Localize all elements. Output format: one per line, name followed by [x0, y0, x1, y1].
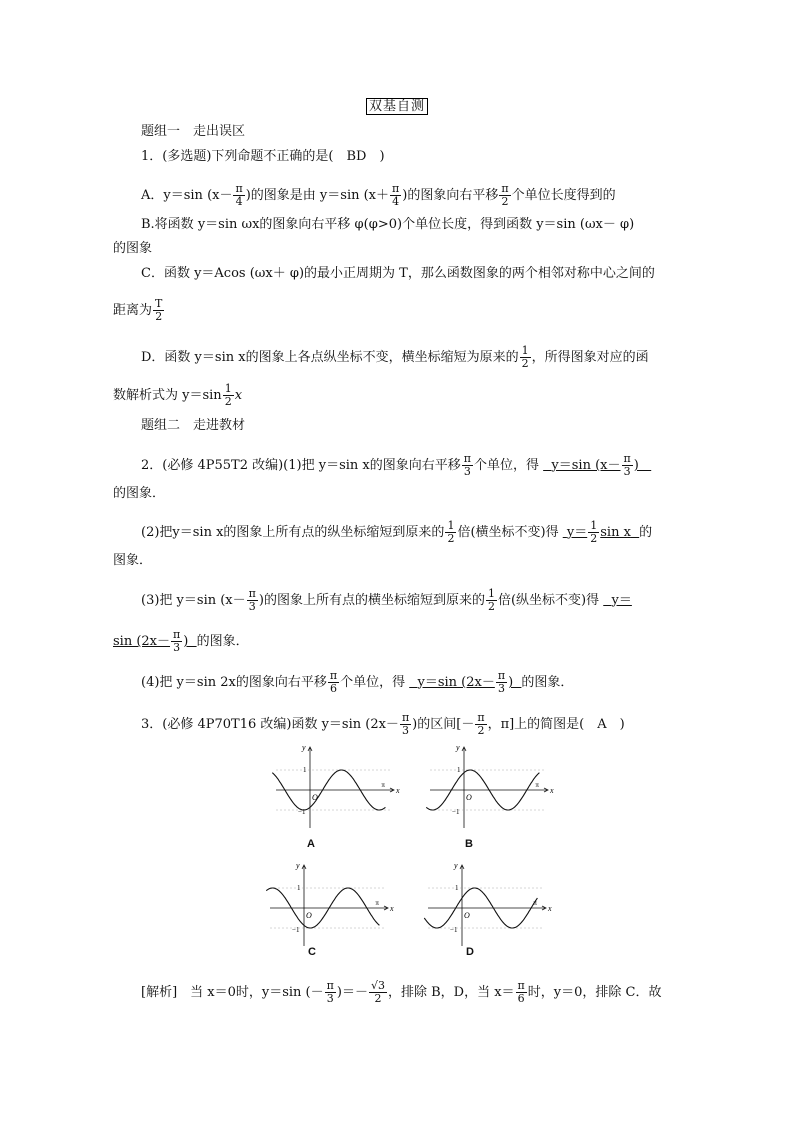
fraction: $\frac{\pi}{2}$: [477, 711, 485, 737]
fraction: $\frac{\pi}{6}$: [329, 669, 338, 695]
q1-option-d-cont: 数解析式为 y＝sin $\frac{1}{2}$ x: [113, 382, 243, 408]
graph-d-label: D: [466, 946, 474, 958]
fraction: $\frac{1}{2}$: [447, 519, 455, 545]
q1-option-c: C．函数 y＝Acos (ωx＋ φ)的最小正周期为 T，那么函数图象的两个相邻对称中心之间的: [141, 266, 655, 281]
tick-label: −1: [292, 926, 300, 934]
page-title: 双基自测: [0, 98, 794, 116]
fraction: $\frac{\pi}{6}$: [517, 979, 525, 1005]
q2-part2-cont: 图象．: [113, 553, 153, 568]
q1-option-b-cont: 的图象: [113, 241, 153, 256]
fraction: $\frac{T}{2}$: [155, 297, 163, 323]
q2-part3-answer: sin (2x－ $\frac{\pi}{3}$ ): [113, 628, 197, 654]
fraction: $\frac{1}{2}$: [224, 382, 232, 408]
tick-label: 1: [297, 884, 301, 892]
graph-c-label: C: [308, 946, 316, 958]
q2-part4-answer: y＝sin (2x－ $\frac{\pi}{3}$ ): [417, 669, 522, 695]
q3-stem: 3．(必修 4P70T16 改编)函数 y＝sin (2x－ $\frac{\pi}{3}$ )的区间[－ $\frac{\pi}{2}$ ，π]上的简图是( A ): [141, 711, 625, 737]
tick-label: π: [375, 899, 379, 907]
fraction: $\frac{\pi}{4}$: [235, 182, 243, 208]
q1-option-c-cont: 距离为 $\frac{T}{2}$: [113, 297, 163, 323]
fraction: $\frac{√3}{2}$: [370, 979, 385, 1005]
fraction: $\frac{1}{2}$: [487, 587, 495, 613]
x-axis-label: x: [548, 904, 552, 913]
graph-a: [268, 742, 403, 832]
x-axis-label: x: [390, 904, 394, 913]
fraction: $\frac{\pi}{3}$: [326, 979, 334, 1005]
origin-label: O: [312, 793, 318, 802]
fraction: $\frac{\pi}{3}$: [248, 587, 256, 613]
q2-part2-answer: y＝ $\frac{1}{2}$ sin x: [566, 519, 631, 545]
tick-label: −1: [452, 808, 460, 816]
group1-heading: 题组一 走出误区: [141, 124, 246, 139]
q2-part1-cont: 的图象．: [113, 486, 166, 501]
fraction: $\frac{1}{2}$: [521, 344, 529, 370]
graph-c: [262, 860, 397, 950]
y-axis-label: y: [302, 743, 306, 752]
q2-part2: (2)把y＝sin x的图象上所有点的纵坐标缩短到原来的 $\frac{1}{2}$ 倍(横坐标不变)得 y＝ $\frac{1}{2}$ sin x 的: [141, 519, 653, 545]
graph-d: [420, 860, 555, 950]
q2-part4: (4)把 y＝sin 2x的图象向右平移 $\frac{\pi}{6}$ 个单位，得 y＝sin (2x－ $\frac{\pi}{3}$ ) 的图象．: [141, 669, 574, 695]
graph-b: [422, 742, 557, 832]
tick-label: −1: [298, 808, 306, 816]
fraction: $\frac{\pi}{3}$: [401, 711, 410, 737]
tick-label: 1: [303, 766, 307, 774]
origin-label: O: [466, 793, 472, 802]
q1-option-d: D．函数 y＝sin x的图象上各点纵坐标不变，横坐标缩短为原来的 $\frac{1}{2}$ ，所得图象对应的函: [141, 344, 649, 370]
graph-a-label: A: [307, 838, 315, 850]
origin-label: O: [464, 911, 470, 920]
group2-heading: 题组二 走进教材: [141, 418, 246, 433]
tick-label: π: [533, 899, 537, 907]
tick-label: 1: [455, 884, 459, 892]
tick-label: π: [381, 781, 385, 789]
tick-label: −1: [450, 926, 458, 934]
q1-option-a: A．y＝sin (x－ $\frac{\pi}{4}$ )的图象是由 y＝sin (x＋ $\frac{\pi}{4}$ )的图象向右平移 $\frac{\pi}{2}$ 个单位长度得到的: [141, 182, 616, 208]
q1-option-b: B.将函数 y＝sin ωx的图象向右平移 φ(φ>0)个单位长度，得到函数 y＝sin (ωx－ φ): [141, 217, 635, 232]
analysis-text: [解析] 当 x＝0时，y＝sin (－ $\frac{\pi}{3}$ )＝－ $\frac{√3}{2}$ ，排除 B，D，当 x＝ $\frac{\pi}{6}$ 时，y＝0，排除 C．故: [141, 979, 662, 1005]
tick-label: 1: [457, 766, 461, 774]
q2-part1: 2．(必修 4P55T2 改编)(1)把 y＝sin x的图象向右平移 $\frac{\pi}{3}$ 个单位，得 y＝sin (x－ $\frac{\pi}{3}$ ): [141, 452, 652, 478]
tick-label: π: [535, 781, 539, 789]
fraction: $\frac{\pi}{3}$: [463, 452, 471, 478]
q2-part1-answer: y＝sin (x－ $\frac{\pi}{3}$ ): [551, 452, 652, 478]
q1-stem: 1．(多选题)下列命题不正确的是( BD ): [141, 149, 385, 164]
graph-b-label: B: [465, 838, 473, 850]
q2-part3-cont: sin (2x－ $\frac{\pi}{3}$ ) 的图象．: [113, 628, 249, 654]
fraction: $\frac{\pi}{2}$: [501, 182, 509, 208]
x-axis-label: x: [550, 786, 554, 795]
y-axis-label: y: [454, 861, 458, 870]
y-axis-label: y: [296, 861, 300, 870]
y-axis-label: y: [456, 743, 460, 752]
origin-label: O: [306, 911, 312, 920]
fraction: $\frac{\pi}{4}$: [392, 182, 400, 208]
x-axis-label: x: [396, 786, 400, 795]
q2-part3: (3)把 y＝sin (x－ $\frac{\pi}{3}$ )的图象上所有点的横坐标缩短到原来的 $\frac{1}{2}$ 倍(纵坐标不变)得 y＝: [141, 587, 632, 613]
